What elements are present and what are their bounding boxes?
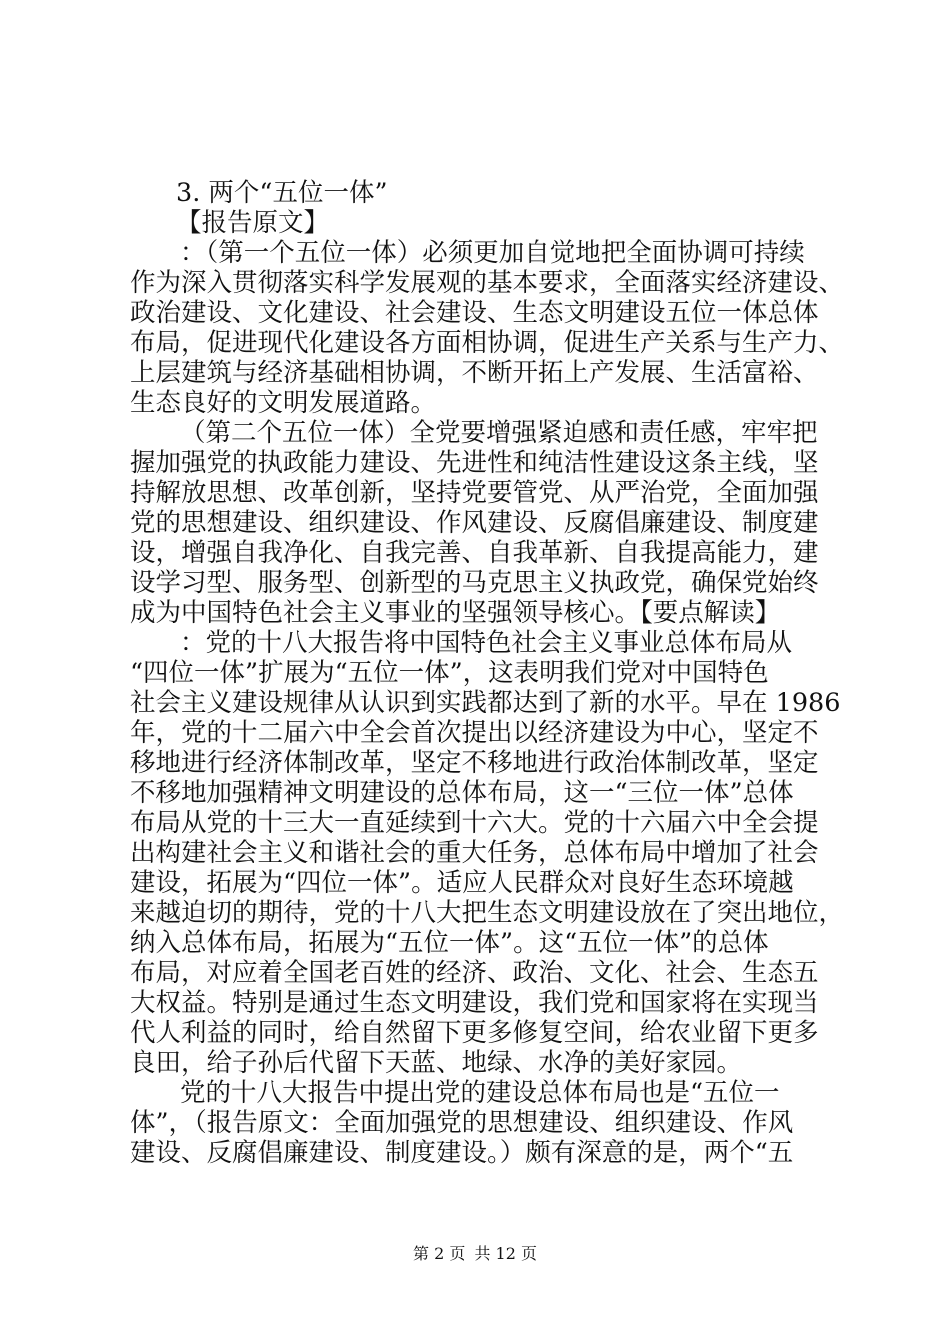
paragraph-line: 社会主义建设规律从认识到实践都达到了新的水平。早在 1986	[130, 688, 841, 718]
paragraph-line: 年，党的十二届六中全会首次提出以经济建设为中心，坚定不	[130, 718, 819, 748]
report-original-label: 【报告原文】	[176, 208, 330, 238]
paragraph-line: 纳入总体布局，拓展为“五位一体”。这“五位一体”的总体	[130, 928, 769, 958]
paragraph-line: 出构建社会主义和谐社会的重大任务，总体布局中增加了社会	[130, 838, 819, 868]
paragraph-line: 作为深入贯彻落实科学发展观的基本要求，全面落实经济建设、	[130, 268, 845, 298]
paragraph-line: 布局，对应着全国老百姓的经济、政治、文化、社会、生态五	[130, 958, 819, 988]
paragraph-line: 持解放思想、改革创新，坚持党要管党、从严治党，全面加强	[130, 478, 819, 508]
paragraph-line: 体”，（报告原文：全面加强党的思想建设、组织建设、作风	[130, 1108, 794, 1138]
paragraph-line: “四位一体”扩展为“五位一体”，这表明我们党对中国特色	[130, 658, 769, 688]
paragraph-line: 设，增强自我净化、自我完善、自我革新、自我提高能力，建	[130, 538, 819, 568]
paragraph-line: 党的思想建设、组织建设、作风建设、反腐倡廉建设、制度建	[130, 508, 819, 538]
paragraph-line: 建设，拓展为“四位一体”。适应人民群众对良好生态环境越	[130, 868, 794, 898]
paragraph-line: 建设、反腐倡廉建设、制度建设。）颇有深意的是，两个“五	[130, 1138, 794, 1168]
paragraph-line: 上层建筑与经济基础相协调，不断开拓上产发展、生活富裕、	[130, 358, 819, 388]
paragraph-line: 政治建设、文化建设、社会建设、生态文明建设五位一体总体	[130, 298, 819, 328]
paragraph-line: 移地进行经济体制改革，坚定不移地进行政治体制改革，坚定	[130, 748, 819, 778]
paragraph-line: 设学习型、服务型、创新型的马克思主义执政党，确保党始终	[130, 568, 819, 598]
paragraph-line: 代人利益的同时，给自然留下更多修复空间，给农业留下更多	[130, 1018, 819, 1048]
paragraph-line: （第二个五位一体）全党要增强紧迫感和责任感，牢牢把	[180, 418, 818, 448]
page-number: 第 2 页	[413, 1244, 466, 1263]
paragraph-line: 来越迫切的期待，党的十八大把生态文明建设放在了突出地位，	[130, 898, 845, 928]
paragraph-line: 握加强党的执政能力建设、先进性和纯洁性建设这条主线，坚	[130, 448, 819, 478]
paragraph-line: 党的十八大报告中提出党的建设总体布局也是“五位一	[180, 1078, 780, 1108]
paragraph-line: ：（第一个五位一体）必须更加自觉地把全面协调可持续	[180, 238, 805, 268]
paragraph-line: 生态良好的文明发展道路。	[130, 388, 437, 418]
paragraph-line: ：党的十八大报告将中国特色社会主义事业总体布局从	[180, 628, 793, 658]
paragraph-line: 布局，促进现代化建设各方面相协调，促进生产关系与生产力、	[130, 328, 845, 358]
section-heading: 3. 两个“五位一体”	[176, 178, 388, 208]
paragraph-line: 大权益。特别是通过生态文明建设，我们党和国家将在实现当	[130, 988, 819, 1018]
page-total: 共 12 页	[474, 1244, 537, 1263]
paragraph-line: 成为中国特色社会主义事业的坚强领导核心。【要点解读】	[130, 598, 781, 628]
paragraph-line: 不移地加强精神文明建设的总体布局，这一“三位一体”总体	[130, 778, 794, 808]
paragraph-line: 布局从党的十三大一直延续到十六大。党的十六届六中全会提	[130, 808, 819, 838]
page-footer	[0, 1244, 950, 1264]
paragraph-line: 良田，给子孙后代留下天蓝、地绿、水净的美好家园。	[130, 1048, 743, 1078]
